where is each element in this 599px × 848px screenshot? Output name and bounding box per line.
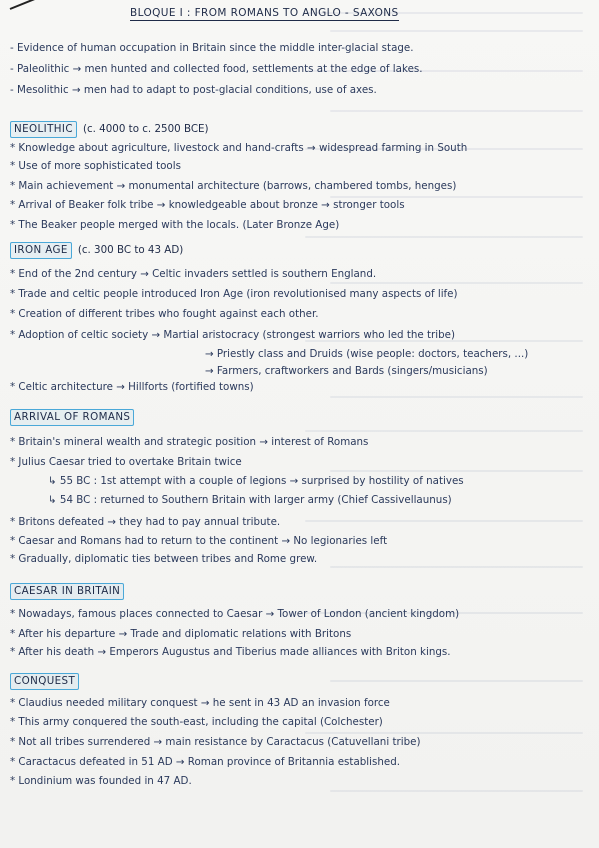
note-line: * After his departure → Trade and diplomatic relations with Britons xyxy=(10,628,352,640)
pen-stroke-mark xyxy=(10,0,46,10)
note-subline: → Farmers, craftworkers and Bards (singers/musicians) xyxy=(205,365,488,377)
note-line: * Main achievement → monumental architecture (barrows, chambered tombs, henges) xyxy=(10,180,457,192)
note-line: * Gradually, diplomatic ties between tribes and Rome grew. xyxy=(10,553,318,565)
note-line: * Arrival of Beaker folk tribe → knowledgeable about bronze → stronger tools xyxy=(10,199,405,211)
section-heading-caesar-in-britain xyxy=(10,583,124,600)
note-line: * Caesar and Romans had to return to the continent → No legionaries left xyxy=(10,535,388,547)
note-line: * Trade and celtic people introduced Iron Age (iron revolutionised many aspects of life) xyxy=(10,288,458,300)
section-heading-arrival-of-romans xyxy=(10,409,134,426)
note-line: * This army conquered the south-east, including the capital (Colchester) xyxy=(10,716,383,728)
section-label: NEOLITHIC xyxy=(10,121,77,138)
note-line: * After his death → Emperors Augustus and Tiberius made alliances with Briton kings. xyxy=(10,646,451,658)
note-line: * Not all tribes surrendered → main resistance by Caractacus (Catuvellani tribe) xyxy=(10,736,421,748)
note-line: * Britons defeated → they had to pay annual tribute. xyxy=(10,516,281,528)
note-line: * Londinium was founded in 47 AD. xyxy=(10,775,192,787)
intro-line: - Evidence of human occupation in Britain since the middle inter-glacial stage. xyxy=(10,42,414,54)
intro-line: - Paleolithic → men hunted and collected food, settlements at the edge of lakes. xyxy=(10,63,423,75)
note-line: * Julius Caesar tried to overtake Britain twice xyxy=(10,456,242,468)
note-line: * Nowadays, famous places connected to Caesar → Tower of London (ancient kingdom) xyxy=(10,608,460,620)
note-line: * Knowledge about agriculture, livestock and hand-crafts → widespread farming in South xyxy=(10,142,468,154)
note-line: * Celtic architecture → Hillforts (fortified towns) xyxy=(10,381,254,393)
section-heading-conquest xyxy=(10,673,79,690)
section-label: IRON AGE xyxy=(10,242,72,259)
section-dates: (c. 300 BC to 43 AD) xyxy=(77,244,184,256)
section-label: CAESAR IN BRITAIN xyxy=(10,583,124,600)
note-line: * Caractacus defeated in 51 AD → Roman province of Britannia established. xyxy=(10,756,401,768)
note-subline: → Priestly class and Druids (wise people: doctors, teachers, ...) xyxy=(205,348,529,360)
intro-line: - Mesolithic → men had to adapt to post-glacial conditions, use of axes. xyxy=(10,84,377,96)
section-dates: (c. 4000 to c. 2500 BCE) xyxy=(82,123,209,135)
note-line: * Adoption of celtic society → Martial aristocracy (strongest warriors who led the tribe) xyxy=(10,329,456,341)
note-line: * End of the 2nd century → Celtic invaders settled is southern England. xyxy=(10,268,377,280)
note-line: * Claudius needed military conquest → he sent in 43 AD an invasion force xyxy=(10,697,390,709)
section-heading-iron-age xyxy=(10,242,183,259)
section-label: ARRIVAL OF ROMANS xyxy=(10,409,134,426)
section-heading-neolithic xyxy=(10,121,209,138)
section-label: CONQUEST xyxy=(10,673,79,690)
note-line: * The Beaker people merged with the locals. (Later Bronze Age) xyxy=(10,219,340,231)
note-line: * Britain's mineral wealth and strategic position → interest of Romans xyxy=(10,436,369,448)
note-subline: ↳ 54 BC : returned to Southern Britain with larger army (Chief Cassivellaunus) xyxy=(48,494,452,506)
note-subline: ↳ 55 BC : 1st attempt with a couple of legions → surprised by hostility of natives xyxy=(48,475,464,487)
note-line: * Creation of different tribes who fought against each other. xyxy=(10,308,319,320)
note-line: * Use of more sophisticated tools xyxy=(10,160,181,172)
page-title: BLOQUE I : FROM ROMANS TO ANGLO - SAXONS xyxy=(130,7,399,19)
